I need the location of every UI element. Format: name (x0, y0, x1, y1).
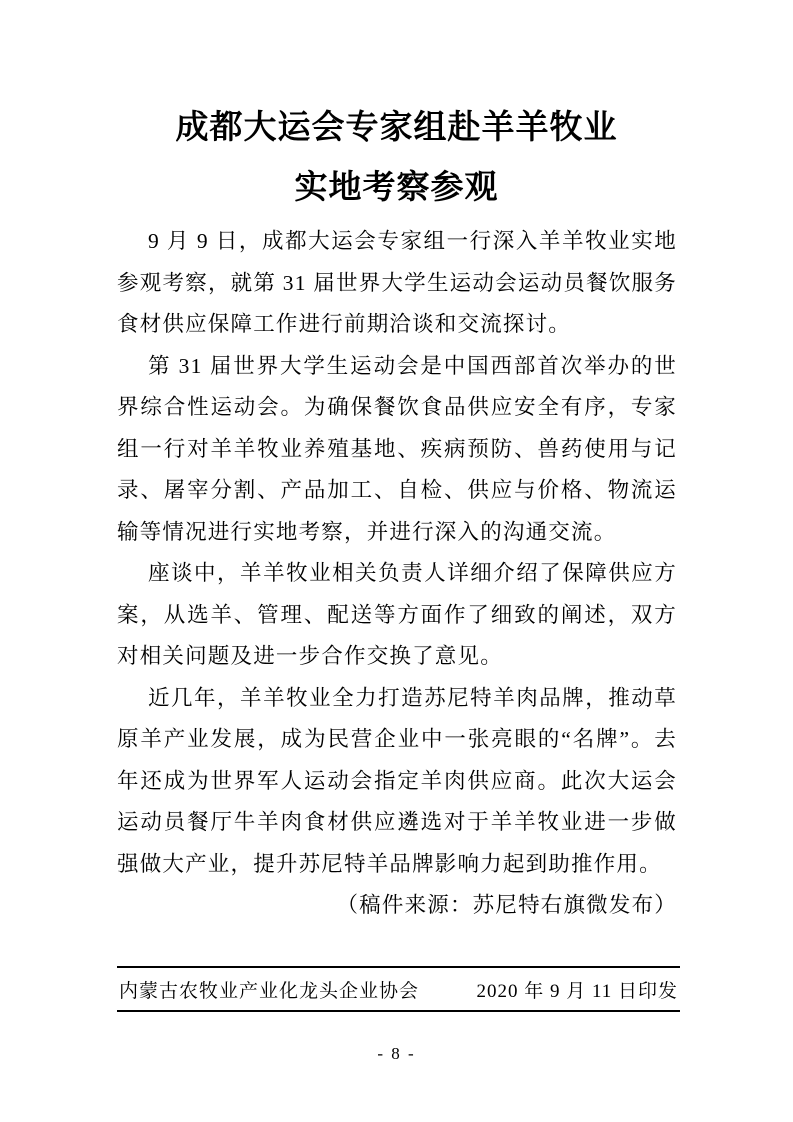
colophon-bar (117, 966, 680, 1012)
print-date: 2020 年 9 月 11 日印发 (476, 980, 678, 1002)
document-title-line-2: 实地考察参观 (294, 170, 499, 206)
document-title (0, 98, 793, 218)
source-attribution: （稿件来源：苏尼特右旗微发布） (336, 893, 677, 917)
paragraph-3: 座谈中，羊羊牧业相关负责人详细介绍了保障供应方案，从选羊、管理、配送等方面作了细致的阐述，双方对相关问题及进一步合作交换了意见。 (117, 561, 677, 668)
document-title-line-1: 成都大运会专家组赴羊羊牧业 (175, 110, 618, 146)
issuing-organization: 内蒙古农牧业产业化龙头企业协会 (119, 980, 420, 1002)
paragraph-2: 第 31 届世界大学生运动会是中国西部首次举办的世界综合性运动会。为确保餐饮食品供应安全有序，专家组一行对羊羊牧业养殖基地、疾病预防、兽药使用与记录、屠宰分割、产品加工、自检、供应与价格、物流运输等情况进行实地考察，并进行深入的沟通交流。 (117, 353, 677, 544)
paragraph-1: 9 月 9 日，成都大运会专家组一行深入羊羊牧业实地参观考察，就第 31 届世界大学生运动会运动员餐饮服务食材供应保障工作进行前期洽谈和交流探讨。 (117, 229, 677, 336)
document-body (117, 221, 677, 927)
paragraph-4: 近几年，羊羊牧业全力打造苏尼特羊肉品牌，推动草原羊产业发展，成为民营企业中一张亮眼的“名牌”。去年还成为世界军人运动会指定羊肉供应商。此次大运会运动员餐厅牛羊肉食材供应遴选对于羊羊牧业进一步做强做大产业，提升苏尼特羊品牌影响力起到助推作用。 (117, 685, 677, 876)
page-number: - 8 - (377, 1044, 416, 1063)
